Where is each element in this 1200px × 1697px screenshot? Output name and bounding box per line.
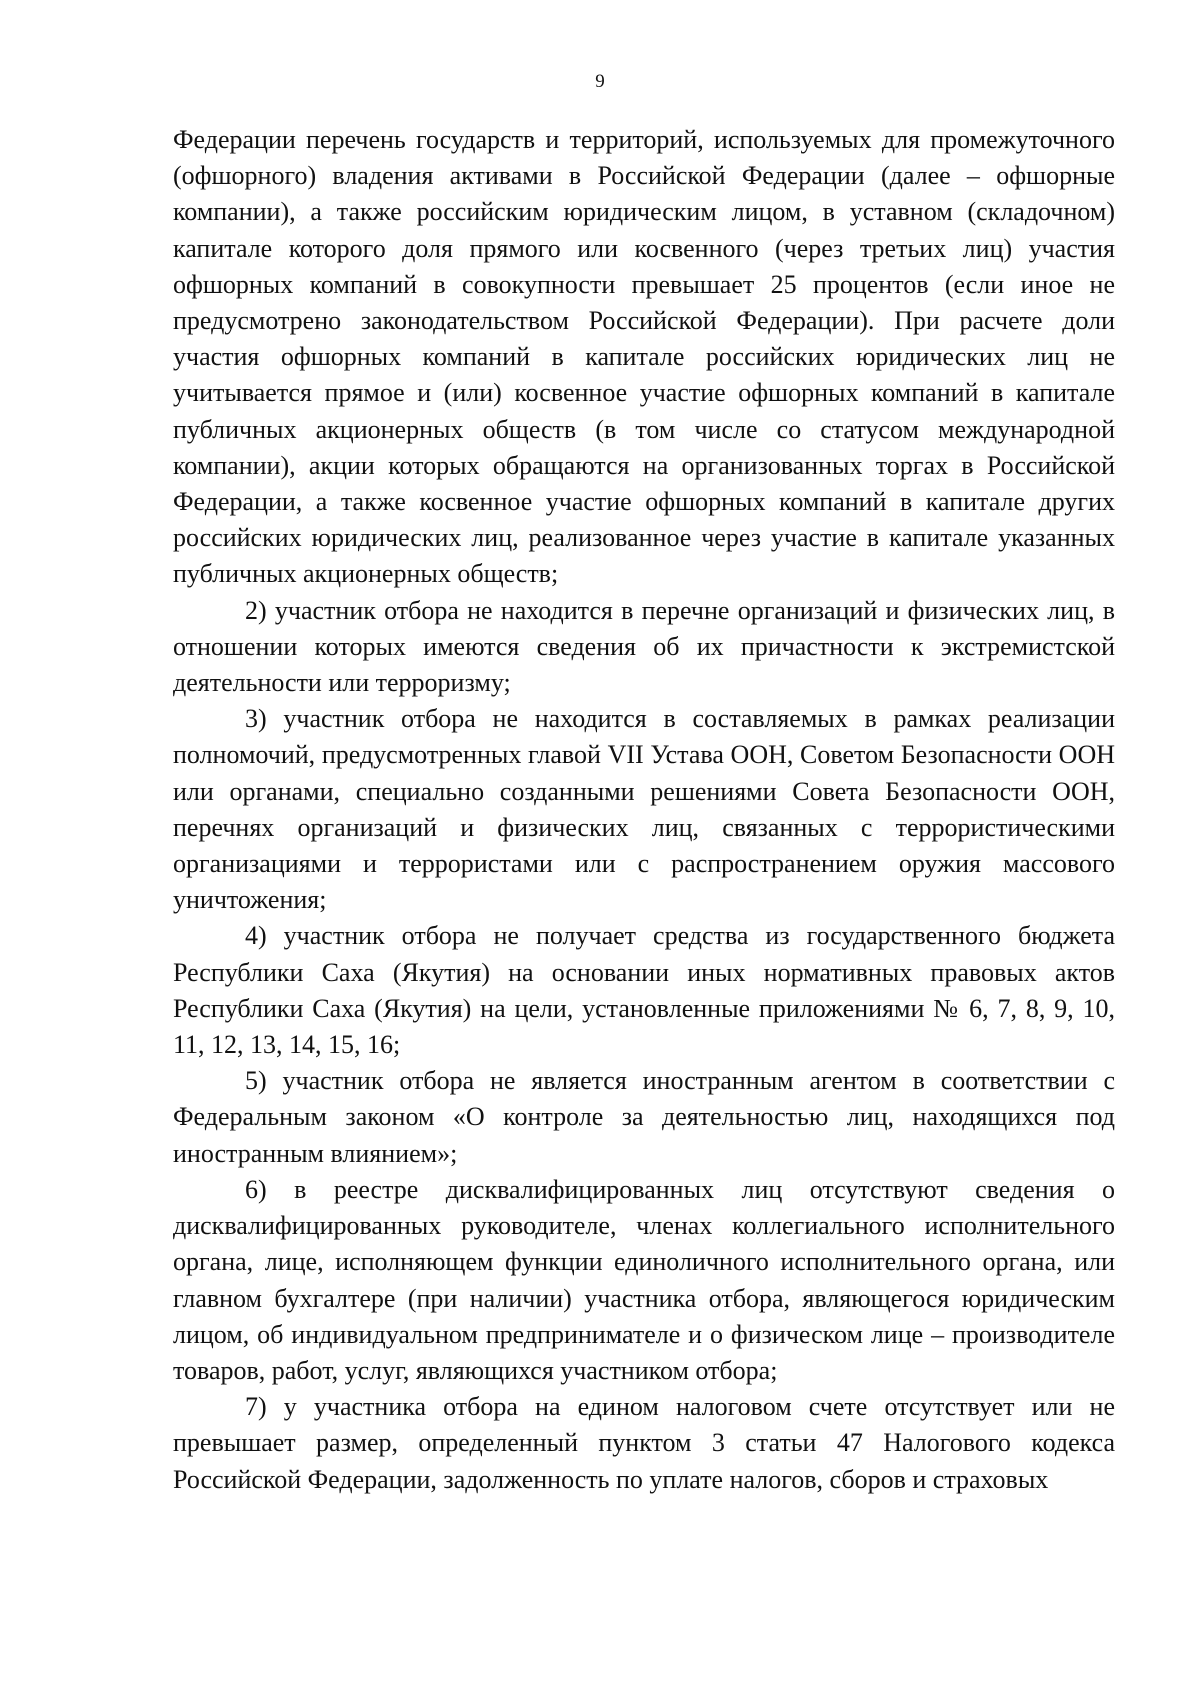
paragraph-item-5: 5) участник отбора не является иностранным агентом в соответствии с Федеральным законом «О контроле за деятельностью лиц, находящихся под иностранным влиянием»; xyxy=(173,1066,1115,1168)
paragraph-item-4: 4) участник отбора не получает средства из государственного бюджета Республики Саха (Якутия) на основании иных нормативных правовых актов Республики Саха (Якутия) на цели, установленные приложениями № 6, 7, 8, 9, 10, 11, 12, 13, 14, 15, 16; xyxy=(173,921,1115,1060)
paragraph-item-7: 7) у участника отбора на едином налоговом счете отсутствует или не превышает размер, определенный пунктом 3 статьи 47 Налогового кодекса Российской Федерации, задолженность по уплате налогов, сборов и страховых xyxy=(173,1392,1115,1494)
document-body xyxy=(173,122,1115,1498)
paragraph-item-2: 2) участник отбора не находится в перечне организаций и физических лиц, в отношении которых имеются сведения об их причастности к экстремистской деятельности или терроризму; xyxy=(173,595,1115,698)
paragraph-continuation: Федерации перечень государств и территорий, используемых для промежуточного (офшорного) владения активами в Российской Федерации (далее – офшорные компании), а также российским юридическим лицом, в уставном (складочном) капитале которого доля прямого или косвенного (через третьих лиц) участия офшорных компаний в совокупности превышает 25 процентов (если иное не предусмотрено законодательством Российской Федерации). При расчете доли участия офшорных компаний в капитале российских юридических лиц не учитывается прямое и (или) косвенное участие офшорных компаний в капитале публичных акционерных обществ (в том числе со статусом международной компании), акции которых обращаются на организованных торгах в Российской Федерации, а также косвенное участие офшорных компаний в капитале других российских юридических лиц, реализованное через участие в капитале указанных публичных акционерных обществ; xyxy=(173,125,1115,589)
page-number: 9 xyxy=(595,71,605,92)
paragraph-item-3: 3) участник отбора не находится в составляемых в рамках реализации полномочий, предусмотренных главой VII Устава ООН, Советом Безопасности ООН или органами, специально созданными решениями Совета Безопасности ООН, перечнях организаций и физических лиц, связанных с террористическими организациями и террористами или с распространением оружия массового уничтожения; xyxy=(173,704,1115,915)
paragraph-item-6: 6) в реестре дисквалифицированных лиц отсутствуют сведения о дисквалифицированных руководителе, членах коллегиального исполнительного органа, лице, исполняющем функции единоличного исполнительного органа, или главном бухгалтере (при наличии) участника отбора, являющегося юридическим лицом, об индивидуальном предпринимателе и о физическом лице – производителе товаров, работ, услуг, являющихся участником отбора; xyxy=(173,1174,1115,1385)
